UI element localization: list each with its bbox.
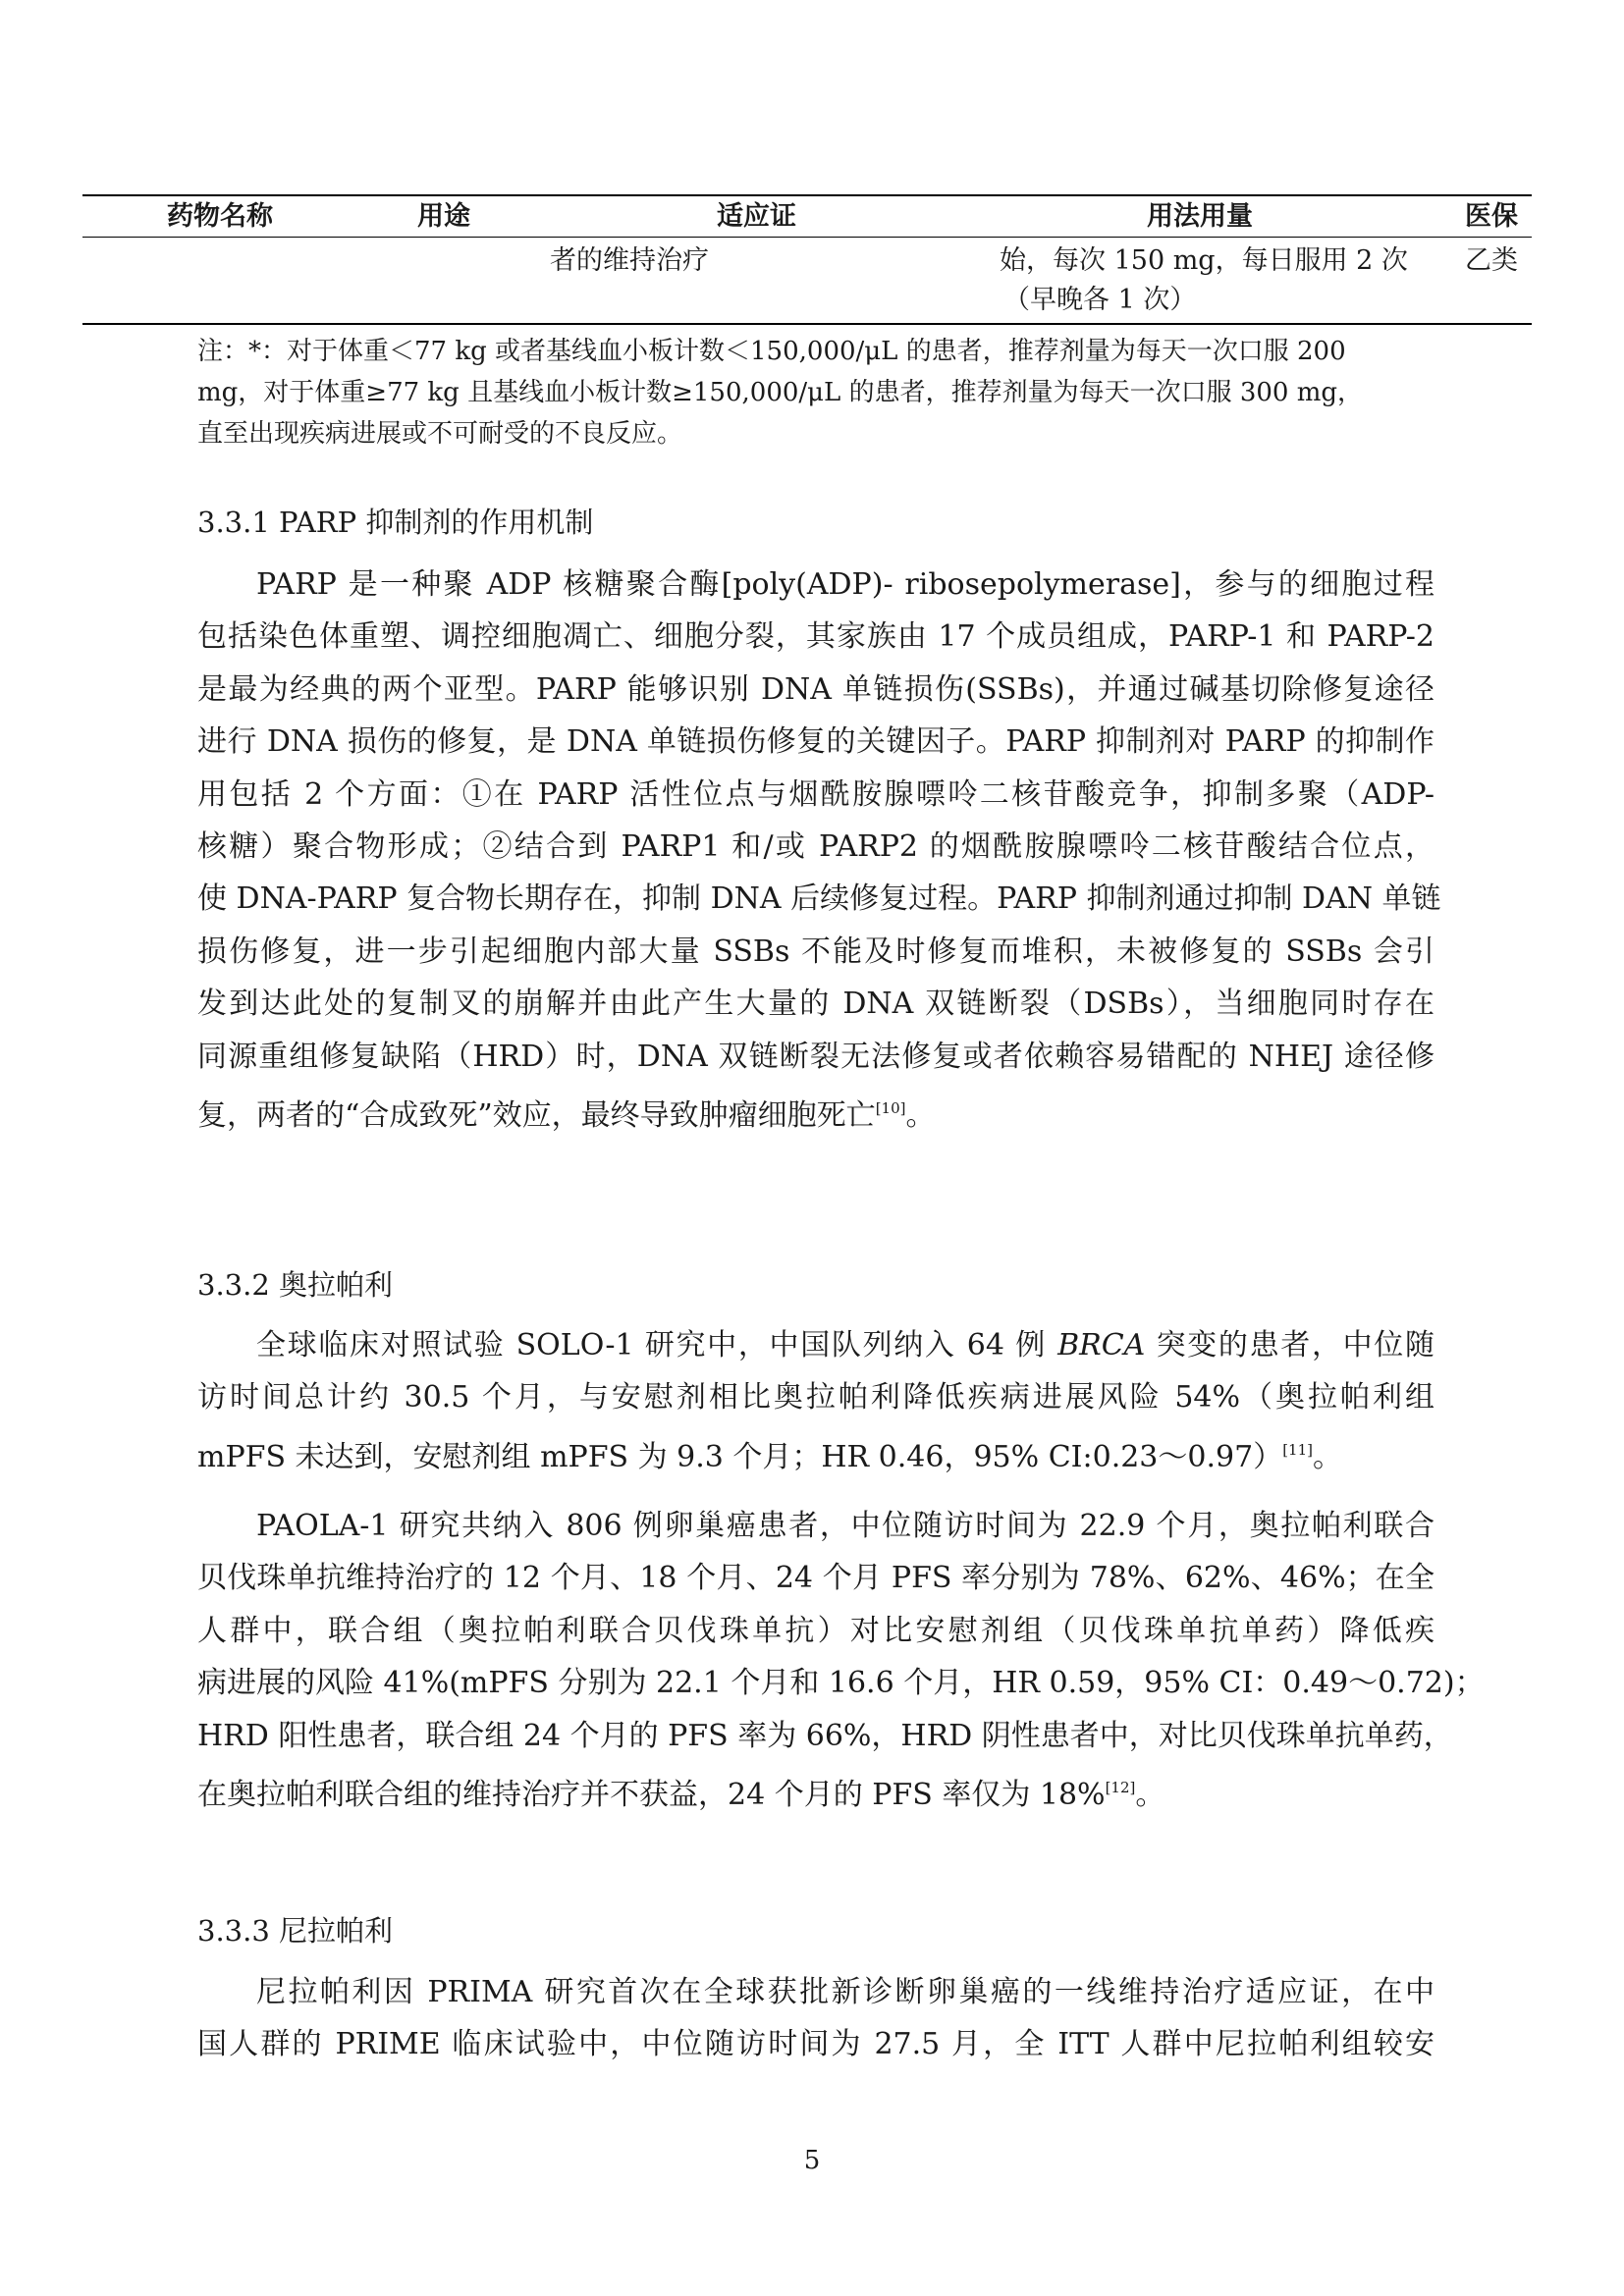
paragraph-text: 突变的患者，中位随 — [1145, 1328, 1435, 1362]
table-note-line: mg，对于体重≥77 kg 且基线血小板计数≥150,000/μL 的患者，推荐剂量为每天一次口服 300 mg， — [197, 378, 1364, 407]
citation-ref: [10] — [875, 1098, 906, 1117]
table-header-dosage: 用法用量 — [1147, 201, 1253, 232]
table-bottom-rule — [82, 323, 1532, 325]
paragraph-line: 人群中，联合组（奥拉帕利联合贝伐珠单抗）对比安慰剂组（贝伐珠单抗单药）降低疾 — [197, 1613, 1435, 1648]
section-heading-3-3-3: 3.3.3 尼拉帕利 — [197, 1914, 394, 1948]
paragraph-line: 包括染色体重塑、调控细胞凋亡、细胞分裂，其家族由 17 个成员组成，PARP-1 和 PARP-2 — [197, 619, 1435, 655]
table-note-line: 直至出现疾病进展或不可耐受的不良反应。 — [197, 419, 683, 449]
paragraph-line — [197, 1319, 1435, 1371]
table-header-usage: 用途 — [417, 201, 470, 232]
paragraph-line: 进行 DNA 损伤的修复，是 DNA 单链损伤修复的关键因子。PARP 抑制剂对 PARP 的抑制作 — [197, 724, 1435, 760]
page-number: 5 — [803, 2146, 821, 2175]
paragraph-parp-mechanism — [197, 559, 1441, 1135]
paragraph-line: 病进展的风险 41%(mPFS 分别为 22.1 个月和 16.6 个月，HR 0.59，95% CI：0.49～0.72)； — [197, 1666, 1485, 1701]
section-heading-3-3-1: 3.3.1 PARP 抑制剂的作用机制 — [197, 506, 594, 539]
paragraph-line: 用包括 2 个方面：①在 PARP 活性位点与烟酰胺腺嘌呤二核苷酸竞争，抑制多聚（ADP- — [197, 776, 1435, 812]
table-header-rule — [82, 237, 1532, 238]
citation-ref: [12] — [1105, 1778, 1136, 1796]
punctuation: 。 — [905, 1097, 936, 1133]
paragraph-solo1 — [197, 1319, 1435, 1476]
table-header-drug-name: 药物名称 — [167, 201, 273, 232]
table-top-rule — [82, 194, 1532, 196]
table-cell-indication: 者的维持治疗 — [550, 245, 709, 276]
paragraph-line: 损伤修复，进一步引起细胞内部大量 SSBs 不能及时修复而堆积，未被修复的 SSBs 会引 — [197, 934, 1435, 969]
paragraph-line: HRD 阳性患者，联合组 24 个月的 PFS 率为 66%，HRD 阴性患者中，对比贝伐珠单抗单药， — [197, 1718, 1453, 1753]
paragraph-line: 尼拉帕利因 PRIMA 研究首次在全球获批新诊断卵巢癌的一线维持治疗适应证，在中 — [256, 1975, 1435, 2009]
gene-name-italic: BRCA — [1057, 1328, 1146, 1362]
paragraph-line-last — [197, 1083, 1435, 1135]
paragraph-line: 访时间总计约 30.5 个月，与安慰剂相比奥拉帕利降低疾病进展风险 54%（奥拉帕利组 — [197, 1380, 1435, 1415]
paragraph-text: 复，两者的“合成致死”效应，最终导致肿瘤细胞死亡 — [197, 1097, 876, 1133]
paragraph-line: 同源重组修复缺陷（HRD）时，DNA 双链断裂无法修复或者依赖容易错配的 NHEJ 途径修 — [197, 1039, 1435, 1074]
paragraph-paola1 — [197, 1500, 1485, 1814]
paragraph-line: 使 DNA-PARP 复合物长期存在，抑制 DNA 后续修复过程。PARP 抑制剂通过抑制 DAN 单链 — [197, 881, 1441, 917]
table-cell-dosage-line-1: 始，每次 150 mg，每日服用 2 次 — [1000, 245, 1408, 276]
paragraph-text: mPFS 未达到，安慰剂组 mPFS 为 9.3 个月；HR 0.46，95% CI:0.23～0.97） — [197, 1439, 1283, 1474]
paragraph-line: 是最为经典的两个亚型。PARP 能够识别 DNA 单链损伤(SSBs)，并通过碱基切除修复途径 — [197, 671, 1435, 707]
punctuation: 。 — [1135, 1777, 1165, 1812]
paragraph-line: 核糖）聚合物形成；②结合到 PARP1 和/或 PARP2 的烟酰胺腺嘌呤二核苷酸结合位点， — [197, 828, 1435, 864]
paragraph-niraparib — [197, 1966, 1435, 2071]
paragraph-line: PAOLA-1 研究共纳入 806 例卵巢癌患者，中位随访时间为 22.9 个月，奥拉帕利联合 — [256, 1509, 1435, 1543]
table-header-indication: 适应证 — [717, 201, 796, 232]
table-note-line: 注：*：对于体重＜77 kg 或者基线血小板计数＜150,000/μL 的患者，推荐剂量为每天一次口服 200 — [197, 337, 1346, 366]
section-heading-3-3-2: 3.3.2 奥拉帕利 — [197, 1268, 394, 1302]
punctuation: 。 — [1313, 1439, 1342, 1474]
paragraph-line: 贝伐珠单抗维持治疗的 12 个月、18 个月、24 个月 PFS 率分别为 78%、62%、46%；在全 — [197, 1561, 1435, 1596]
citation-ref: [11] — [1282, 1440, 1313, 1459]
paragraph-text: 在奥拉帕利联合组的维持治疗并不获益，24 个月的 PFS 率仅为 18% — [197, 1777, 1106, 1812]
paragraph-line-last — [197, 1424, 1435, 1476]
table-cell-insurance: 乙类 — [1465, 245, 1518, 276]
table-cell-dosage-line-2: （早晚各 1 次） — [1003, 285, 1197, 315]
paragraph-line: 发到达此处的复制叉的崩解并由此产生大量的 DNA 双链断裂（DSBs），当细胞同时存在 — [197, 987, 1435, 1022]
paragraph-line: 国人群的 PRIME 临床试验中，中位随访时间为 27.5 月，全 ITT 人群中尼拉帕利组较安 — [197, 2027, 1435, 2062]
table-header-insurance: 医保 — [1465, 201, 1518, 232]
paragraph-line-last — [197, 1762, 1435, 1814]
paragraph-text: 全球临床对照试验 SOLO-1 研究中，中国队列纳入 64 例 — [256, 1328, 1058, 1362]
paragraph-line: PARP 是一种聚 ADP 核糖聚合酶[poly(ADP)- ribosepolymerase]，参与的细胞过程 — [256, 567, 1435, 602]
